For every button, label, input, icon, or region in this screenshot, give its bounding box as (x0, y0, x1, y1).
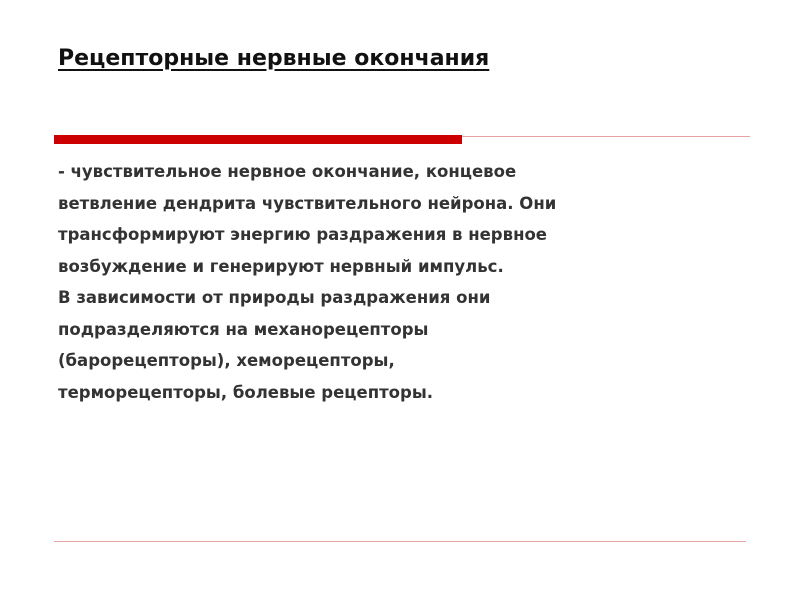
body-line: трансформируют энергию раздражения в нервное (58, 225, 547, 244)
body-line: возбуждение и генерируют нервный импульс. (58, 256, 504, 276)
top-accent-bar (54, 135, 462, 144)
body-line: терморецепторы, болевые рецепторы. (58, 382, 434, 402)
slide-title: Рецепторные нервные окончания (58, 46, 490, 71)
body-line: (барорецепторы), хеморецепторы, (58, 351, 395, 370)
body-line: В зависимости от природы раздражения они (58, 288, 491, 307)
body-line: ветвление дендрита чувствительного нейрона. Они (58, 193, 557, 213)
bottom-divider-line (54, 541, 746, 542)
slide-body-text (58, 156, 758, 408)
body-line: - чувствительное нервное окончание, концевое (58, 162, 517, 181)
body-line: подразделяются на механорецепторы (58, 319, 429, 339)
